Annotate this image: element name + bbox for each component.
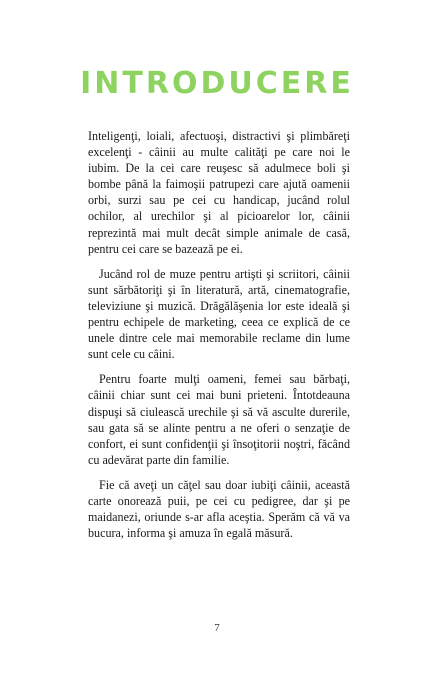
paragraph-4: Fie că aveţi un căţel sau doar iubiţi câinii, această carte onorează puii, pe cei cu pedigree, dar şi pe maidanezi, oriunde s-ar afla aceştia. Sperăm că vă va bucura, informa şi amuza în egală măsură. — [88, 477, 350, 541]
page-number: 7 — [214, 622, 220, 634]
paragraph-2: Jucând rol de muze pentru artişti şi scriitori, câinii sunt sărbătoriţi şi în literatură, artă, cinematografie, televiziune şi muzică. Drăgălăşenia lor este ideală şi pentru echipele de marketing, ceea ce explică de ce unele dintre cele mai memorabile reclame din lume sunt cele cu câini. — [88, 266, 350, 362]
paragraph-3: Pentru foarte mulţi oameni, femei sau bărbaţi, câinii chiar sunt cei mai buni prieteni. Întotdeauna dispuşi să ciulească urechile şi să vă asculte durerile, sau gata să se alinte pentru a ne oferi o senzaţie de confort, ei sunt confidenţii şi însoţitorii noştri, făcând cu adevărat parte din familie. — [88, 372, 350, 467]
chapter-body — [88, 128, 350, 550]
paragraph-1: Inteligenţi, loiali, afectuoşi, distractivi şi plimbăreţi excelenţi - câinii au multe calităţi pe care noi le iubim. De la cei care reuşesc să adulmece boli şi bombe până la faimoşii patrupezi care ajută oamenii orbi, surzi sau pe cei cu handicap, jucând rolul ochilor, al urechilor şi al picioarelor lor, câinii reprezintă mai mult decât simple animale de casă, pentru cei care se bazează pe ei. — [88, 129, 350, 256]
chapter-title: INTRODUCERE — [80, 66, 354, 101]
